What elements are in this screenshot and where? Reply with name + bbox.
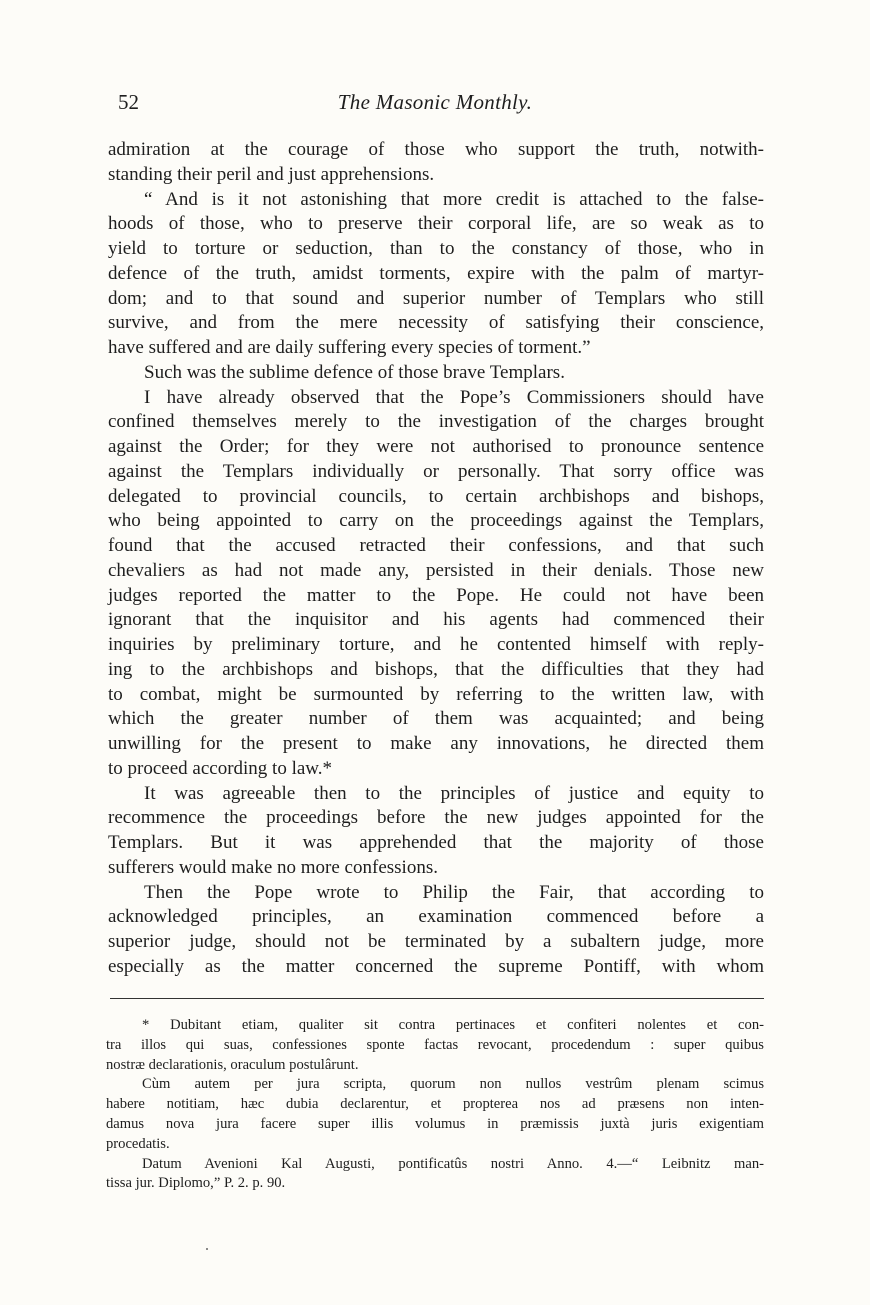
text-line: ing to the archbishops and bishops, that the difficulties that they had bbox=[108, 658, 764, 680]
text-line: delegated to provincial councils, to certain archbishops and bishops, bbox=[108, 485, 764, 507]
footnote-line: habere notitiam, hæc dubia declarentur, et propterea nos ad præsens non inten- bbox=[106, 1096, 764, 1113]
text-line: recommence the proceedings before the new judges appointed for the bbox=[108, 807, 764, 829]
text-line: inquiries by preliminary torture, and he contented himself with reply- bbox=[108, 634, 764, 655]
text-line: which the greater number of them was acquainted; and being bbox=[108, 708, 764, 730]
text-line: especially as the matter concerned the supreme Pontiff, with whom bbox=[108, 955, 764, 977]
text-line: against the Templars individually or personally. That sorry office was bbox=[108, 460, 764, 482]
text-line: unwilling for the present to make any innovations, he directed them bbox=[108, 733, 764, 754]
text-line: judges reported the matter to the Pope. He could not have been bbox=[108, 584, 764, 606]
text-line: against the Order; for they were not authorised to pronounce sentence bbox=[108, 436, 764, 457]
text-line: to proceed according to law.* bbox=[108, 757, 333, 779]
footnote-line: nostræ declarationis, oraculum postulârunt. bbox=[106, 1056, 359, 1073]
running-title: The Masonic Monthly. bbox=[337, 90, 533, 114]
footnote-line: damus nova jura facere super illis volumus in præmissis juxtà juris exigentiam bbox=[106, 1115, 764, 1132]
text-line: to combat, might be surmounted by referring to the written law, with bbox=[108, 683, 764, 705]
footnote-line: Cùm autem per jura scripta, quorum non nullos vestrûm plenam scimus bbox=[142, 1076, 764, 1093]
text-line: chevaliers as had not made any, persisted in their denials. Those new bbox=[108, 559, 764, 581]
footnote-divider bbox=[110, 998, 764, 999]
print-speck bbox=[206, 1248, 208, 1250]
footnotes bbox=[106, 1016, 764, 1194]
text-line: It was agreeable then to the principles of justice and equity to bbox=[144, 782, 764, 804]
footnote-line: tissa jur. Diplomo,” P. 2. p. 90. bbox=[106, 1175, 286, 1192]
footnote-line: Datum Avenioni Kal Augusti, pontificatûs nostri Anno. 4.—“ Leibnitz man- bbox=[142, 1155, 764, 1172]
text-line: confined themselves merely to the investigation of the charges brought bbox=[108, 411, 764, 433]
text-line: sufferers would make no more confessions. bbox=[108, 856, 438, 878]
text-line: ignorant that the inquisitor and his agents had commenced their bbox=[108, 609, 764, 631]
text-line: have suffered and are daily suffering every species of torment.” bbox=[108, 337, 591, 358]
text-line: superior judge, should not be terminated by a subaltern judge, more bbox=[108, 931, 764, 952]
text-line: defence of the truth, amidst torments, expire with the palm of martyr- bbox=[108, 262, 764, 284]
page-number: 52 bbox=[118, 90, 139, 114]
text-line: hoods of those, who to preserve their corporal life, are so weak as to bbox=[108, 213, 764, 235]
text-line: acknowledged principles, an examination commenced before a bbox=[108, 906, 764, 928]
text-line: found that the accused retracted their confessions, and that such bbox=[108, 535, 764, 556]
body-text bbox=[108, 138, 764, 980]
text-line: I have already observed that the Pope’s Commissioners should have bbox=[144, 386, 764, 408]
footnote-line: procedatis. bbox=[106, 1135, 170, 1152]
text-line: Templars. But it was apprehended that the majority of those bbox=[108, 832, 764, 853]
text-line: Such was the sublime defence of those brave Templars. bbox=[144, 361, 565, 383]
text-line: standing their peril and just apprehensions. bbox=[108, 163, 435, 185]
text-line: Then the Pope wrote to Philip the Fair, that according to bbox=[144, 881, 764, 903]
text-line: who being appointed to carry on the proceedings against the Templars, bbox=[108, 510, 764, 532]
footnote-line: tra illos qui suas, confessiones sponte factas revocant, procedendum : super quibus bbox=[106, 1036, 764, 1053]
text-line: yield to torture or seduction, than to the constancy of those, who in bbox=[108, 238, 764, 259]
page-header bbox=[110, 90, 760, 120]
footnote-line: * Dubitant etiam, qualiter sit contra pertinaces et confiteri nolentes et con- bbox=[142, 1017, 764, 1033]
text-line: survive, and from the mere necessity of satisfying their conscience, bbox=[108, 312, 764, 334]
text-line: dom; and to that sound and superior number of Templars who still bbox=[108, 287, 764, 309]
text-line: “ And is it not astonishing that more credit is attached to the false- bbox=[144, 188, 764, 210]
text-line: admiration at the courage of those who support the truth, notwith- bbox=[108, 139, 764, 160]
